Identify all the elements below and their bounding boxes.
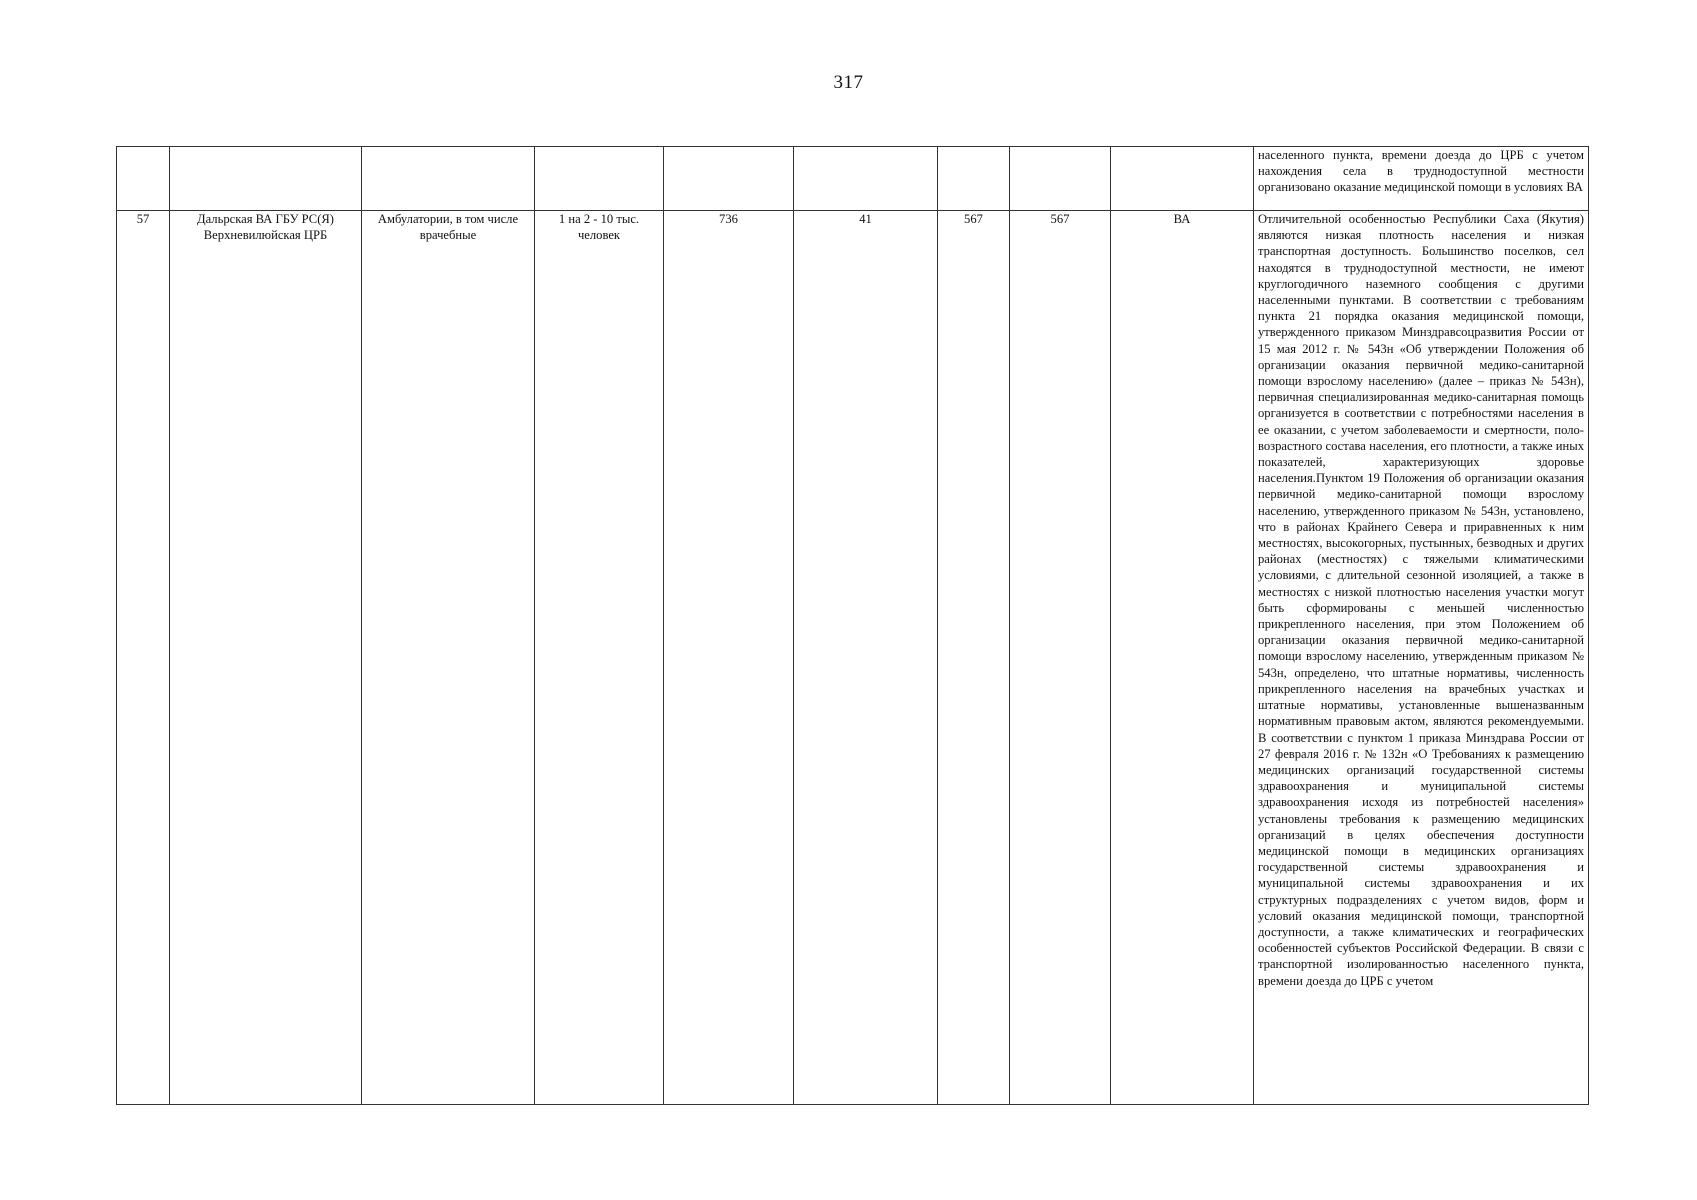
justification-text: Отличительной особенностью Республики Саха (Якутия) являются низкая плотность населения и низкая транспортная доступность. Большинство поселков, сел находятся в труднодоступной местности, не имеют круглогодичного наземного сообщения с другими населенными пунктами. В соответствии с требованиям пункта 21 порядка оказания медицинской помощи, утвержденного приказом Минздравсоцразвития России от 15 мая 2012 г. № 543н «Об утверждении Положения об организации оказания первичной медико-санитарной помощи взрослому населению» (далее – приказ № 543н), первичная специализированная медико-санитарная помощь организуется в соответствии с потребностями населения в ее оказании, с учетом заболеваемости и смертности, поло-возрастного состава населения, его плотности, а также иных показателей, характеризующих здоровье населения.Пунктом 19 Положения об организации оказания первичной медико-санитарной помощи взрослому населению, утвержденного приказом № 543н, установлено, что в районах Крайнего Севера и приравненных к ним местностях, высокогорных, пустынных, безводных и других районах (местностях) с тяжелыми климатическими условиями, с длительной сезонной изоляцией, а также в местностях с низкой плотностью населения участки могут быть сформированы с меньшей численностью прикрепленного населения, при этом Положением об организации оказания первичной медико-санитарной помощи взрослому населению, утвержденным приказом № 543н, определено, что штатные нормативы, численность прикрепленного населения на врачебных участках и штатные нормативы, установленные вышеназванным нормативным правовым актом, являются рекомендуемыми. В соответствии с пунктом 1 приказа Минздрава России от 27 февраля 2016 г. № 132н «О Требованиях к размещению медицинских организаций государственной системы здравоохранения и муниципальной системы здравоохранения исходя из потребностей населения» установлены требования к размещению медицинских организаций в целях обеспечения доступности медицинской помощи в медицинских организациях государственной системы здравоохранения и муниципальной системы здравоохранения и их структурных подразделениях с учетом видов, форм и условий оказания медицинской помощи, транспортной доступности, а также климатических и географических особенностей субъектов Российской Федерации. В связи с транспортной изолированностью населенного пункта, времени доезда до ЦРБ с учетом — [1258, 212, 1584, 988]
value-col-7: 567 — [938, 211, 1010, 1105]
justification-cell — [1254, 211, 1589, 1105]
facility-type: Амбулатории, в том числе врачебные — [362, 211, 535, 1105]
continuation-row — [117, 147, 1589, 211]
facilities-table — [116, 146, 1589, 1105]
cell-empty — [664, 147, 794, 211]
facility-code: ВА — [1111, 211, 1254, 1105]
justification-text: населенного пункта, времени доезда до ЦРБ с учетом нахождения села в труднодоступной местности организовано оказание медицинской помощи в условиях ВА — [1258, 148, 1584, 195]
organization-name: Дальрская ВА ГБУ РС(Я) Верхневилюйская ЦРБ — [170, 211, 362, 1105]
cell-empty — [170, 147, 362, 211]
cell-empty — [938, 147, 1010, 211]
cell-empty — [794, 147, 938, 211]
cell-empty — [117, 147, 170, 211]
cell-empty — [1111, 147, 1254, 211]
value-col-6: 41 — [794, 211, 938, 1105]
value-col-5: 736 — [664, 211, 794, 1105]
cell-empty — [535, 147, 664, 211]
value-col-8: 567 — [1010, 211, 1111, 1105]
justification-cell — [1254, 147, 1589, 211]
row-number: 57 — [117, 211, 170, 1105]
population-norm: 1 на 2 - 10 тыс. человек — [535, 211, 664, 1105]
cell-empty — [1010, 147, 1111, 211]
cell-empty — [362, 147, 535, 211]
table-row — [117, 211, 1589, 1105]
page-number: 317 — [833, 72, 864, 93]
